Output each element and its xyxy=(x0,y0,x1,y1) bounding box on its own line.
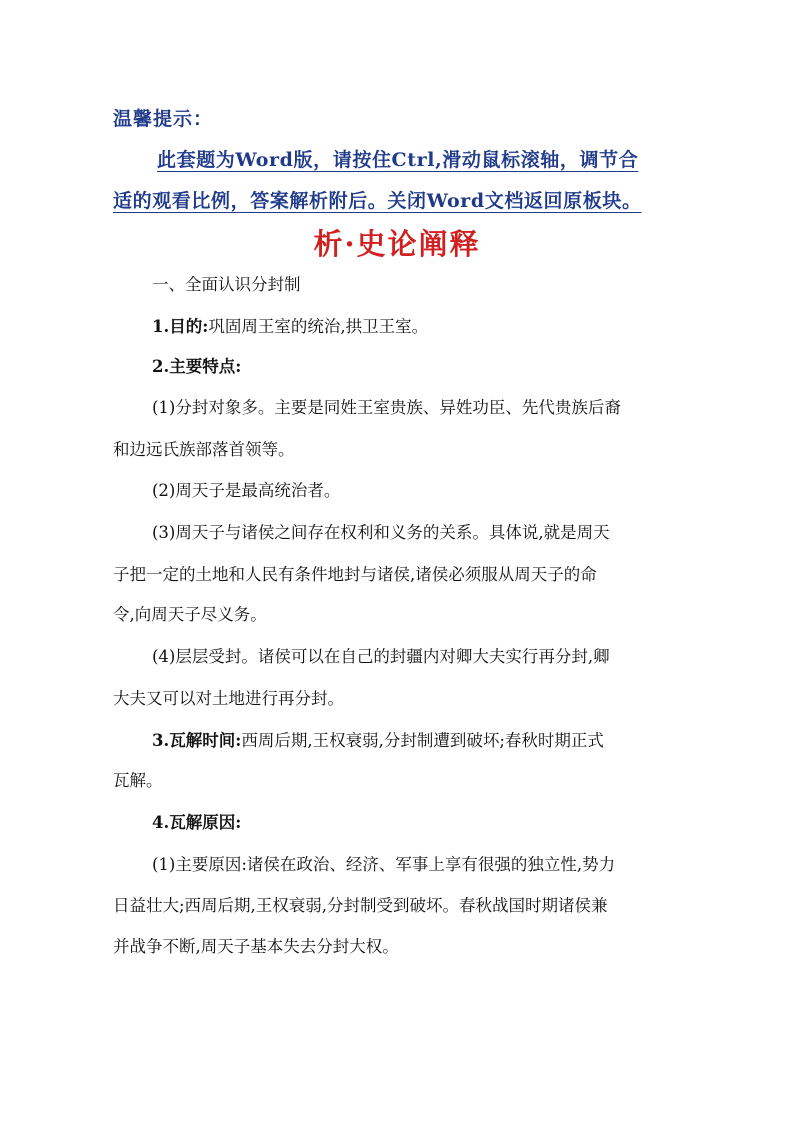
feature-4-line-2: 大夫又可以对土地进行再分封。 xyxy=(113,689,344,708)
item-3-text: 西周后期,王权衰弱,分封制遭到破坏;春秋时期正式 xyxy=(241,731,604,750)
heading-1: 一、全面认识分封制 xyxy=(152,275,301,294)
feature-3-line-1: (3)周天子与诸侯之间存在权利和义务的关系。具体说,就是周天 xyxy=(152,523,610,542)
reason-1-line-1: (1)主要原因:诸侯在政治、经济、军事上享有很强的独立性,势力 xyxy=(152,855,616,874)
feature-1-line-1: (1)分封对象多。主要是同姓王室贵族、异姓功臣、先代贵族后裔 xyxy=(152,398,621,417)
feature-1-line-2: 和边远氏族部落首领等。 xyxy=(113,440,295,459)
reason-1-line-3: 并战争不断,周天子基本失去分封大权。 xyxy=(113,937,399,956)
item-3 xyxy=(152,731,604,751)
tip-line-2: 适的观看比例，答案解析附后。关闭Word文档返回原板块。 xyxy=(113,190,642,212)
item-1-text: 巩固周王室的统治,拱卫王室。 xyxy=(208,317,429,336)
item-2-label: 2.主要特点: xyxy=(152,357,242,376)
feature-3-line-2: 子把一定的土地和人民有条件地封与诸侯,诸侯必须服从周天子的命 xyxy=(113,565,597,584)
item-3-label: 3.瓦解时间: xyxy=(152,731,242,750)
feature-4-line-1: (4)层层受封。诸侯可以在自己的封疆内对卿大夫实行再分封,卿 xyxy=(152,647,610,666)
tip-line-1: 此套题为Word版，请按住Ctrl,滑动鼠标滚轴，调节合 xyxy=(157,149,639,171)
item-3-line-2: 瓦解。 xyxy=(113,771,163,790)
item-1-label: 1.目的: xyxy=(152,317,209,336)
feature-2: (2)周天子是最高统治者。 xyxy=(152,481,341,500)
section-title: 析·史论阐释 xyxy=(313,227,481,261)
feature-3-line-3: 令,向周天子尽义务。 xyxy=(113,605,267,624)
tip-title: 温馨提示： xyxy=(113,108,214,130)
item-4-label: 4.瓦解原因: xyxy=(152,813,242,832)
reason-1-line-2: 日益壮大;西周后期,王权衰弱,分封制受到破坏。春秋战国时期诸侯兼 xyxy=(113,896,608,915)
item-1 xyxy=(152,317,428,337)
